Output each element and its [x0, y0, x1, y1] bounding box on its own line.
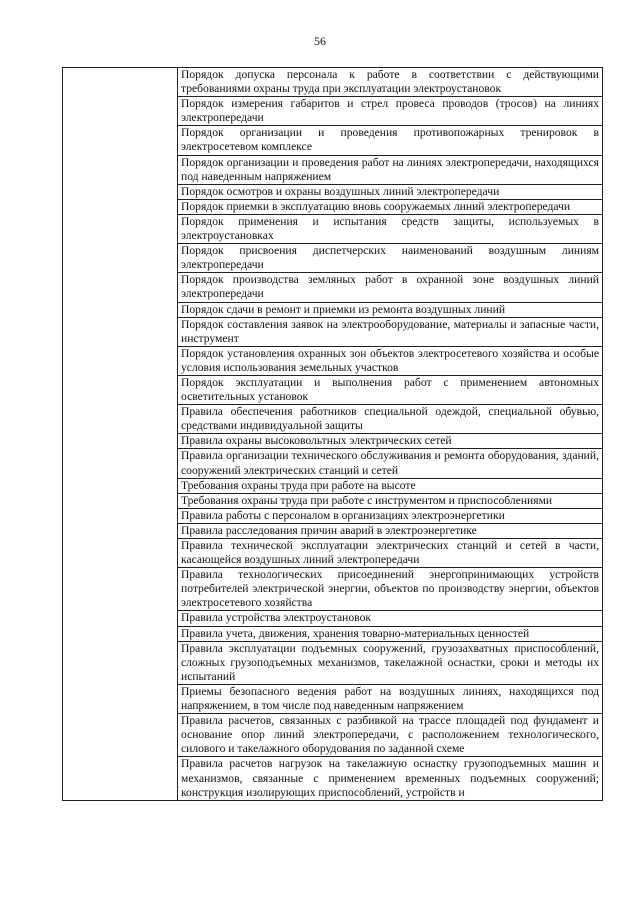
requirements-table	[62, 67, 603, 801]
table-body	[63, 68, 603, 801]
requirement-item: Правила расчетов нагрузок на такелажную оснастку грузоподъемных машин и механизмов, связанные с применением временных подъемных сооружений; конструкция изолирующих приспособлений, устройств и	[178, 757, 603, 800]
page-number: 56	[314, 34, 326, 48]
requirement-item: Порядок сдачи в ремонт и приемки из ремонта воздушных линий	[178, 302, 603, 317]
label-column-cell	[63, 68, 178, 801]
requirement-item: Правила технологических присоединений энергопринимающих устройств потребителей электрической энергии, объектов по производству энергии, объектов электросетевого хозяйства	[178, 568, 603, 611]
table-row	[63, 68, 603, 97]
requirement-item: Правила технической эксплуатации электрических станций и сетей в части, касающейся воздушных линий электропередачи	[178, 539, 603, 568]
requirement-item: Порядок составления заявок на электрооборудование, материалы и запасные части, инструмент	[178, 317, 603, 346]
requirement-item: Порядок эксплуатации и выполнения работ с применением автономных осветительных установок	[178, 375, 603, 404]
requirement-item: Порядок производства земляных работ в охранной зоне воздушных линий электропередачи	[178, 273, 603, 302]
requirement-item: Требования охраны труда при работе с инструментом и приспособлениями	[178, 493, 603, 508]
requirement-item: Правила расчетов, связанных с разбивкой на трассе площадей под фундамент и основание опор линий электропередачи, с расположением технологического, силового и такелажного оборудования по заданной схеме	[178, 714, 603, 757]
requirement-item: Порядок измерения габаритов и стрел провеса проводов (тросов) на линиях электропередачи	[178, 97, 603, 126]
requirement-item: Правила устройства электроустановок	[178, 611, 603, 626]
requirement-item: Порядок организации и проведения противопожарных тренировок в электросетевом комплексе	[178, 126, 603, 155]
requirement-item: Правила охраны высоковольтных электрических сетей	[178, 434, 603, 449]
requirement-item: Порядок организации и проведения работ на линиях электропередачи, находящихся под наведенным напряжением	[178, 155, 603, 184]
requirement-item: Приемы безопасного ведения работ на воздушных линиях, находящихся под напряжением, в том числе под наведенным напряжением	[178, 684, 603, 713]
requirement-item: Порядок применения и испытания средств защиты, используемых в электроустановках	[178, 214, 603, 243]
requirement-item: Правила эксплуатации подъемных сооружений, грузозахватных приспособлений, сложных грузоподъемных механизмов, такелажной оснастки, сроки и методы их испытаний	[178, 641, 603, 684]
requirement-item: Порядок установления охранных зон объектов электросетевого хозяйства и особые условия использования земельных участков	[178, 346, 603, 375]
requirement-item: Правила работы с персоналом в организациях электроэнергетики	[178, 508, 603, 523]
requirement-item: Правила расследования причин аварий в электроэнергетике	[178, 523, 603, 538]
requirement-item: Правила обеспечения работников специальной одеждой, специальной обувью, средствами индивидуальной защиты	[178, 405, 603, 434]
requirement-item: Правила учета, движения, хранения товарно-материальных ценностей	[178, 626, 603, 641]
requirement-item: Порядок осмотров и охраны воздушных линий электропередачи	[178, 184, 603, 199]
requirement-item: Порядок допуска персонала к работе в соответствии с действующими требованиями охраны труда при эксплуатации электроустановок	[178, 68, 603, 97]
requirement-item: Правила организации технического обслуживания и ремонта оборудования, зданий, сооружений электрических станций и сетей	[178, 449, 603, 478]
requirement-item: Порядок присвоения диспетчерских наименований воздушным линиям электропередачи	[178, 244, 603, 273]
requirement-item: Порядок приемки в эксплуатацию вновь сооружаемых линий электропередачи	[178, 199, 603, 214]
requirement-item: Требования охраны труда при работе на высоте	[178, 478, 603, 493]
